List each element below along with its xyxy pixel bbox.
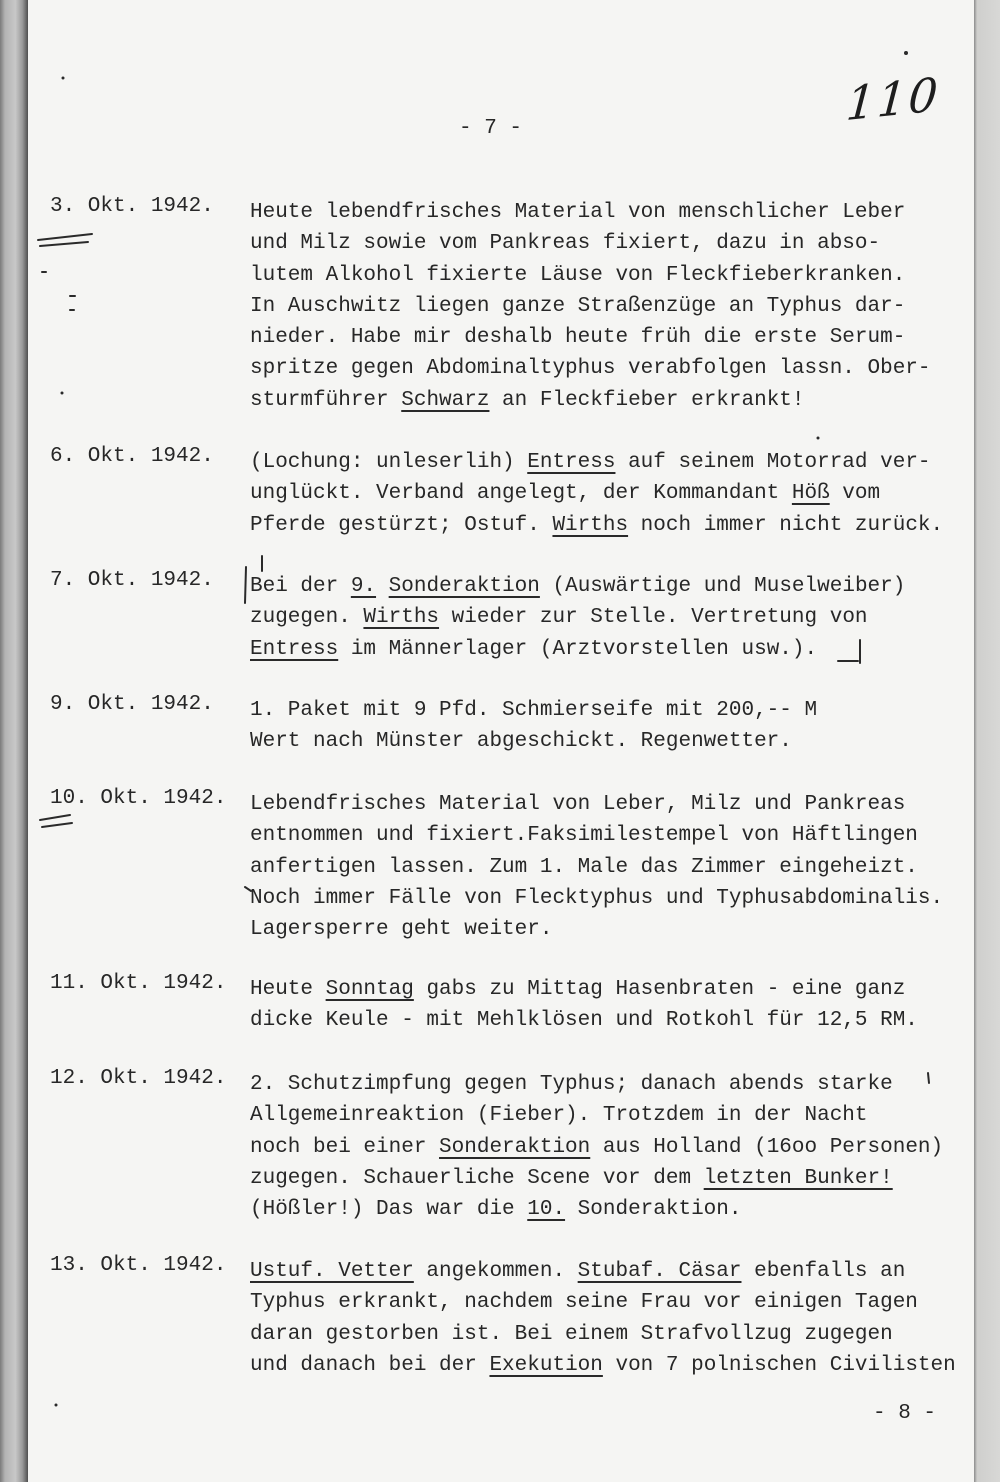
text-segment: noch bei einer [250, 1135, 440, 1159]
text-segment: unglückt. Verband angelegt, der Kommandant [250, 482, 792, 506]
text-line [250, 726, 817, 757]
text-line [250, 510, 943, 541]
text-segment: Allgemeinreaktion (Fieber). Trotzdem in der Nacht [250, 1104, 868, 1128]
page-number-footer: - 8 - [873, 1402, 937, 1425]
entry-date: 13. Okt. 1942. [50, 1254, 227, 1277]
entry-date: 6. Okt. 1942. [50, 445, 214, 468]
entry-date: 9. Okt. 1942. [50, 693, 214, 716]
text-segment: nieder. Habe mir deshalb heute früh die erste Serum- [250, 326, 906, 350]
entry-text [250, 789, 943, 945]
entry-date: 12. Okt. 1942. [50, 1067, 227, 1090]
entry-text [250, 974, 918, 1037]
text-segment: daran gestorben ist. Bei einem Strafvollzug zugegen [250, 1322, 893, 1346]
text-segment: 1. Paket mit 9 Pfd. Schmierseife mit 200,-- M [250, 699, 818, 722]
text-line [250, 634, 905, 665]
text-segment: Bei der [250, 575, 351, 598]
handwritten-folio-number: 110 [844, 66, 942, 132]
text-segment: noch immer nicht zurück. [628, 513, 944, 537]
text-segment: aus Holland (16oo Personen) [590, 1135, 944, 1159]
underlined-text: 10. [527, 1198, 566, 1222]
text-line [250, 1256, 956, 1287]
text-segment: zugegen. Schauerliche Scene vor dem [250, 1166, 704, 1190]
text-line [250, 883, 943, 914]
entry-text [250, 447, 943, 541]
text-line [250, 260, 931, 291]
text-line [250, 1100, 943, 1131]
text-line [250, 322, 931, 353]
entry-text [250, 197, 931, 416]
entry-date: 7. Okt. 1942. [50, 569, 214, 592]
text-segment: im Männerlager (Arztvorstellen usw.). [338, 637, 818, 661]
text-segment: und danach bei der [250, 1353, 490, 1377]
text-line [250, 914, 943, 945]
text-line [250, 820, 943, 851]
text-line [250, 291, 931, 322]
entry-text [250, 1256, 956, 1381]
underlined-text: Sonntag [325, 978, 414, 1001]
text-line [250, 1194, 943, 1225]
text-segment: 2. Schutzimpfung gegen Typhus; danach abends starke [250, 1073, 893, 1096]
underlined-text: Wirths [363, 606, 440, 630]
page-number-header: - 7 - [459, 117, 523, 140]
text-segment: Lagersperre geht weiter. [250, 918, 553, 942]
text-segment: spritze gegen Abdominaltyphus verabfolgen lassn. Ober- [250, 357, 931, 381]
text-segment: Wert nach Münster abgeschickt. Regenwetter. [250, 730, 792, 754]
text-segment: an Fleckfieber erkrankt! [489, 388, 805, 412]
underlined-text: Entress [527, 451, 616, 474]
text-line [250, 1163, 943, 1194]
text-segment: und Milz sowie vom Pankreas fixiert, dazu in abso- [250, 232, 881, 256]
underlined-text: Ustuf. Vetter [250, 1260, 414, 1283]
text-line [250, 1350, 956, 1381]
entry-date: 11. Okt. 1942. [50, 972, 227, 995]
text-segment: Heute lebendfrisches Material von menschlicher Leber [250, 201, 906, 224]
text-line [250, 385, 931, 416]
text-line [250, 602, 905, 633]
text-line [250, 1287, 956, 1318]
entry-text [250, 571, 905, 665]
underlined-text: Schwarz [401, 388, 490, 412]
text-segment [376, 575, 389, 598]
text-segment: vom [829, 482, 881, 506]
text-segment: entnommen und fixiert.Faksimilestempel von Häftlingen [250, 824, 918, 848]
underlined-text: Stubaf. Cäsar [577, 1260, 742, 1283]
entry-date: 10. Okt. 1942. [50, 787, 227, 810]
text-segment: zugegen. [250, 606, 364, 630]
text-segment: Pferde gestürzt; Ostuf. [250, 513, 553, 537]
text-line [250, 852, 943, 883]
text-segment: Noch immer Fälle von Flecktyphus und Typhusabdominalis. [250, 886, 944, 910]
text-segment: von 7 polnischen Civilisten [602, 1353, 956, 1377]
page-right-edge [974, 0, 1000, 1482]
text-segment: angekommen. [413, 1260, 578, 1283]
text-segment: (Lochung: unleserlih) [250, 451, 528, 474]
text-line [250, 1132, 943, 1163]
underlined-text: letzten Bunker! [703, 1166, 893, 1190]
text-segment: anfertigen lassen. Zum 1. Male das Zimmer eingeheizt. [250, 855, 918, 879]
entry-date: 3. Okt. 1942. [50, 195, 214, 218]
entry-text [250, 695, 817, 758]
text-segment: Sonderaktion. [565, 1198, 742, 1222]
text-segment: wieder zur Stelle. Vertretung von [439, 606, 868, 630]
text-segment: sturmführer [250, 388, 402, 412]
text-line [250, 974, 918, 1005]
text-line [250, 1319, 956, 1350]
underlined-text: Entress [250, 637, 339, 661]
text-line [250, 1069, 943, 1100]
text-segment: lutem Alkohol fixierte Läuse von Fleckfieberkranken. [250, 263, 906, 287]
text-segment: In Auschwitz liegen ganze Straßenzüge an Typhus dar- [250, 294, 906, 318]
underlined-text: 9. [350, 575, 377, 598]
text-line [250, 1005, 918, 1036]
underlined-text: Exekution [489, 1353, 603, 1377]
text-segment: ebenfalls an [741, 1260, 906, 1283]
page-binding-edge [0, 0, 28, 1482]
underlined-text: Sonderaktion [439, 1135, 591, 1159]
text-segment: Typhus erkrankt, nachdem seine Frau vor einigen Tagen [250, 1291, 918, 1315]
text-line [250, 353, 931, 384]
text-line [250, 478, 943, 509]
underlined-text: Sonderaktion [388, 575, 540, 598]
text-segment: auf seinem Motorrad ver- [615, 451, 931, 474]
text-line [250, 571, 905, 602]
text-line [250, 447, 943, 478]
text-line [250, 695, 817, 726]
text-segment: dicke Keule - mit Mehlklösen und Rotkohl für 12,5 RM. [250, 1009, 918, 1033]
text-segment: Lebendfrisches Material von Leber, Milz und Pankreas [250, 793, 906, 816]
underlined-text: Wirths [552, 513, 629, 537]
text-segment: (Auswärtige und Muselweiber) [539, 575, 906, 598]
text-line [250, 197, 931, 228]
text-segment: gabs zu Mittag Hasenbraten - eine ganz [413, 978, 906, 1001]
text-segment: (Hößler!) Das war die [250, 1198, 528, 1222]
underlined-text: Höß [791, 482, 830, 506]
text-segment: Heute [250, 978, 326, 1001]
text-line [250, 789, 943, 820]
text-line [250, 228, 931, 259]
entry-text [250, 1069, 943, 1225]
